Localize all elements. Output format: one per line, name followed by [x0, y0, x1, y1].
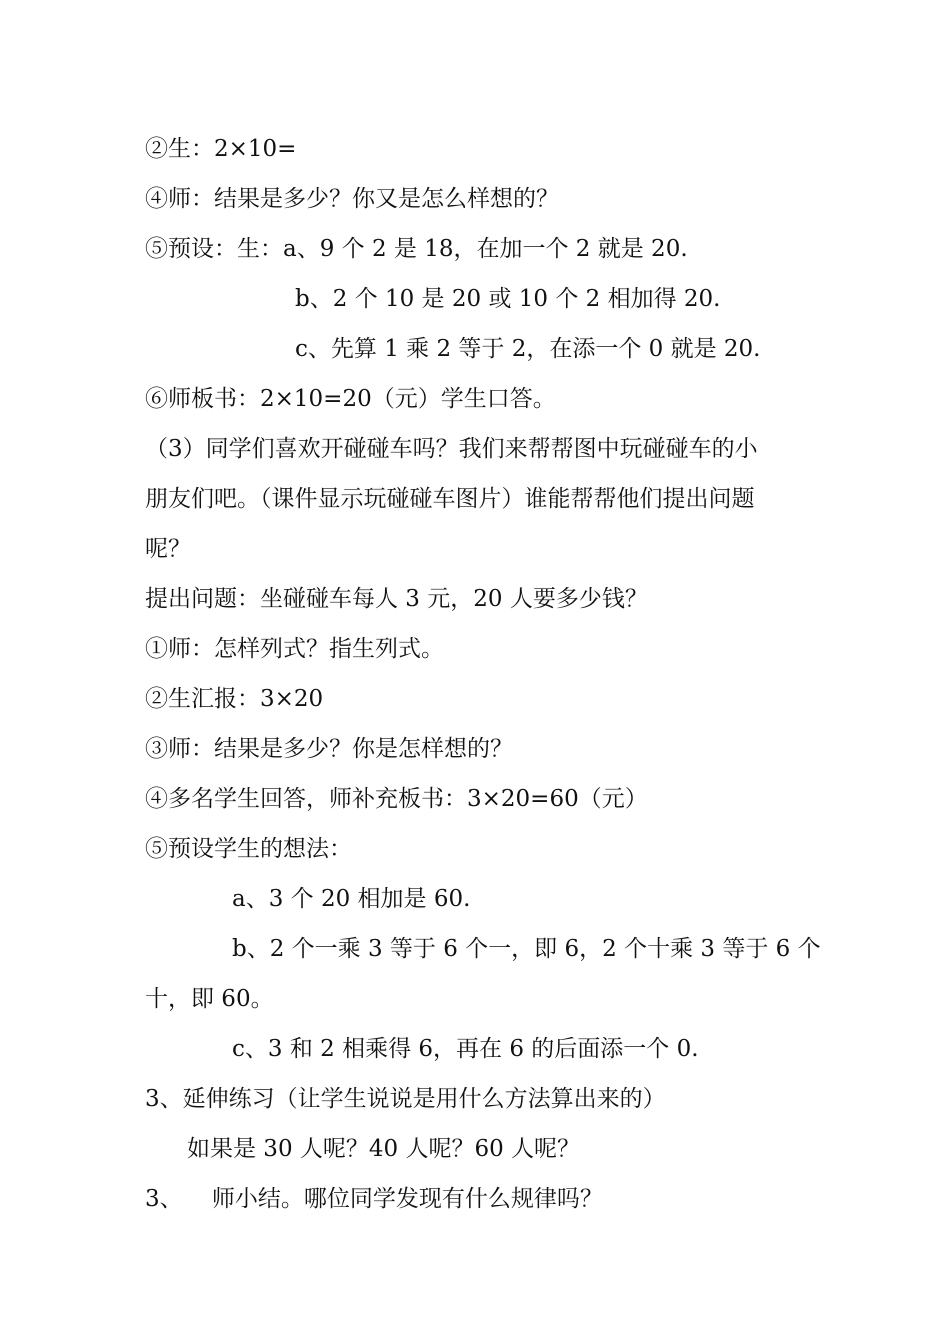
- text-line: 如果是 30 人呢？40 人呢？60 人呢？: [187, 1136, 581, 1162]
- text-line: 提出问题：坐碰碰车每人 3 元，20 人要多少钱？: [145, 586, 648, 612]
- text-line: b、2 个一乘 3 等于 6 个一，即 6，2 个十乘 3 等于 6 个: [232, 936, 821, 962]
- text-line: 3、延伸练习（让学生说说是用什么方法算出来的）: [145, 1086, 666, 1112]
- text-line: ⑥师板书：2×10=20（元）学生口答。: [145, 386, 556, 412]
- text-line: 呢？: [145, 536, 191, 562]
- text-line: c、先算 1 乘 2 等于 2，在添一个 0 就是 20.: [295, 336, 761, 362]
- text-line: 十，即 60。: [145, 986, 274, 1012]
- text-line: （3）同学们喜欢开碰碰车吗？我们来帮帮图中玩碰碰车的小: [145, 436, 758, 462]
- text-line: ①师：怎样列式？指生列式。: [145, 636, 444, 662]
- text-line: a、3 个 20 相加是 60.: [232, 886, 471, 912]
- text-line: ③师：结果是多少？你是怎样想的？: [145, 736, 513, 762]
- text-line: 3、 师小结。哪位同学发现有什么规律吗？: [145, 1186, 603, 1212]
- text-line: b、2 个 10 是 20 或 10 个 2 相加得 20.: [295, 286, 721, 312]
- text-line: ②生汇报：3×20: [145, 686, 324, 712]
- text-line: ④多名学生回答，师补充板书：3×20=60（元）: [145, 786, 648, 812]
- text-line: 朋友们吧。（课件显示玩碰碰车图片）谁能帮帮他们提出问题: [145, 486, 755, 512]
- text-line: ④师：结果是多少？你又是怎么样想的？: [145, 186, 559, 212]
- text-line: ②生：2×10=: [145, 136, 297, 162]
- text-line: ⑤预设：生：a、9 个 2 是 18，在加一个 2 就是 20.: [145, 236, 688, 262]
- text-line: ⑤预设学生的想法：: [145, 836, 352, 862]
- text-line: c、3 和 2 相乘得 6，再在 6 的后面添一个 0.: [232, 1036, 699, 1062]
